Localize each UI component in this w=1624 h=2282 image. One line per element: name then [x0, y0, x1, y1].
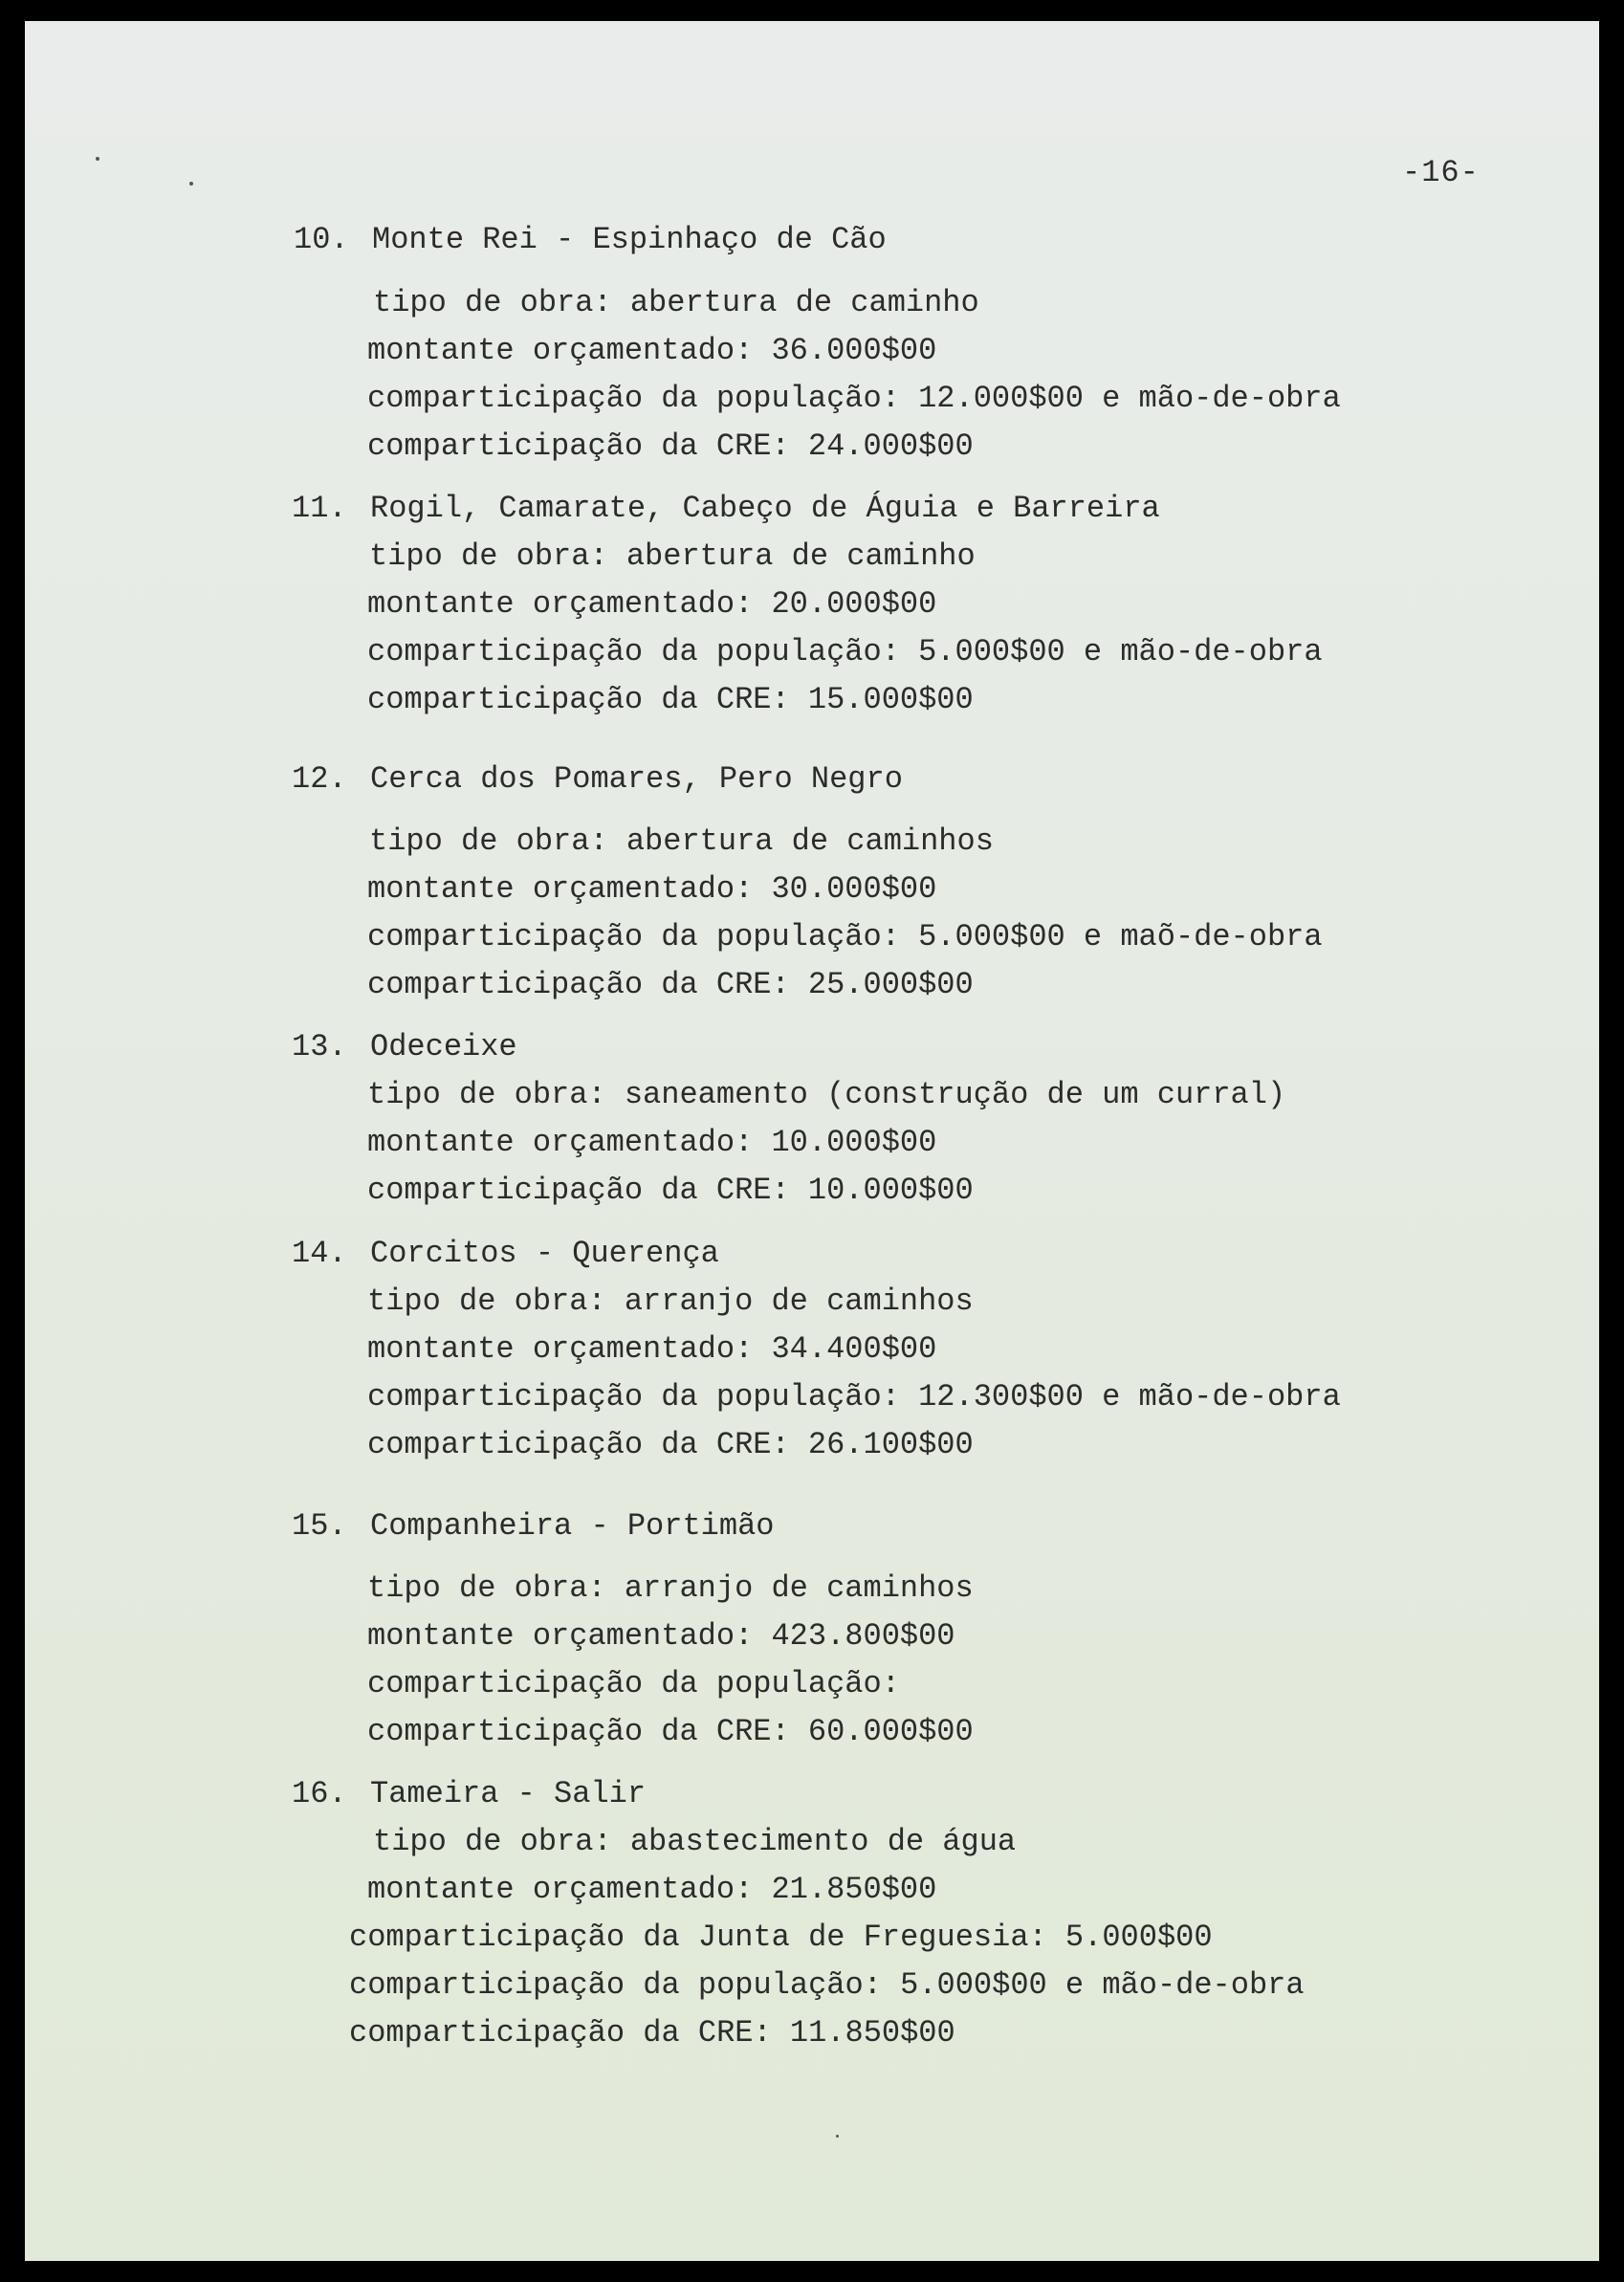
- entry-location: Rogil, Camarate, Cabeço de Águia e Barreira: [370, 491, 1160, 526]
- entry-detail-line: comparticipação da população: 5.000$00 e mão-de-obra: [349, 1967, 1305, 2003]
- speck-mark: [189, 182, 193, 186]
- entry-number: 11.: [292, 491, 347, 526]
- entry-heading: [292, 1508, 774, 1544]
- entry-location: Tameira - Salir: [370, 1776, 647, 1811]
- speck-mark: [96, 157, 99, 161]
- entry-detail-line: tipo de obra: arranjo de caminhos: [367, 1570, 974, 1606]
- entry-location: Companheira - Portimão: [370, 1508, 775, 1544]
- speck-mark: [836, 2135, 839, 2138]
- entry-location: Monte Rei - Espinhaço de Cão: [372, 222, 887, 257]
- entry-heading: [292, 1776, 646, 1811]
- entry-detail-line: comparticipação da CRE: 11.850$00: [349, 2015, 955, 2051]
- entry-detail-line: comparticipação da Junta de Freguesia: 5.000$00: [349, 1920, 1213, 1955]
- entry-detail-line: comparticipação da população:: [367, 1666, 900, 1701]
- entry-heading: [292, 1236, 719, 1271]
- entry-detail-line: comparticipação da CRE: 26.100$00: [367, 1427, 974, 1462]
- entry-detail-line: montante orçamentado: 20.000$00: [367, 586, 937, 622]
- entry-detail-line: comparticipação da CRE: 15.000$00: [367, 682, 974, 717]
- entry-detail-line: comparticipação da população: 12.300$00 e mão-de-obra: [367, 1379, 1341, 1415]
- entry-number: 16.: [292, 1776, 347, 1811]
- entry-detail-line: comparticipação da população: 5.000$00 e mão-de-obra: [367, 634, 1323, 669]
- entry-detail-line: tipo de obra: abastecimento de água: [373, 1824, 1017, 1859]
- entry-detail-line: comparticipação da população: 5.000$00 e maõ-de-obra: [367, 919, 1323, 954]
- entry-detail-line: montante orçamentado: 30.000$00: [367, 871, 937, 907]
- entry-detail-line: comparticipação da CRE: 10.000$00: [367, 1173, 974, 1208]
- entry-detail-line: tipo de obra: abertura de caminho: [369, 538, 976, 574]
- entry-location: Corcitos - Querença: [370, 1236, 719, 1271]
- entry-detail-line: montante orçamentado: 21.850$00: [367, 1872, 937, 1907]
- entry-heading: [292, 491, 1160, 526]
- entry-location: Odeceixe: [370, 1029, 517, 1064]
- entry-detail-line: montante orçamentado: 34.400$00: [367, 1331, 937, 1367]
- entry-heading: [292, 1029, 517, 1064]
- entry-number: 12.: [292, 761, 347, 797]
- entry-detail-line: tipo de obra: abertura de caminho: [373, 285, 979, 320]
- entry-detail-line: comparticipação da CRE: 60.000$00: [367, 1714, 974, 1749]
- page-number: -16-: [1402, 155, 1480, 190]
- entry-number: 13.: [292, 1029, 347, 1064]
- entry-detail-line: comparticipação da CRE: 25.000$00: [367, 967, 974, 1002]
- entry-detail-line: montante orçamentado: 10.000$00: [367, 1125, 937, 1160]
- entry-detail-line: tipo de obra: abertura de caminhos: [369, 823, 994, 859]
- entry-detail-line: montante orçamentado: 423.800$00: [367, 1618, 955, 1654]
- entry-detail-line: tipo de obra: saneamento (construção de um curral): [367, 1077, 1286, 1112]
- entry-number: 14.: [292, 1236, 347, 1271]
- entry-detail-line: comparticipação da população: 12.000$00 e mão-de-obra: [367, 381, 1341, 416]
- entry-detail-line: comparticipação da CRE: 24.000$00: [367, 428, 974, 464]
- entry-location: Cerca dos Pomares, Pero Negro: [370, 761, 903, 797]
- document-page: [25, 21, 1599, 2261]
- entry-heading: [294, 222, 887, 257]
- entry-detail-line: montante orçamentado: 36.000$00: [367, 333, 937, 368]
- entry-heading: [292, 761, 903, 797]
- entry-detail-line: tipo de obra: arranjo de caminhos: [367, 1284, 974, 1319]
- entry-number: 15.: [292, 1508, 347, 1544]
- entry-number: 10.: [294, 222, 349, 257]
